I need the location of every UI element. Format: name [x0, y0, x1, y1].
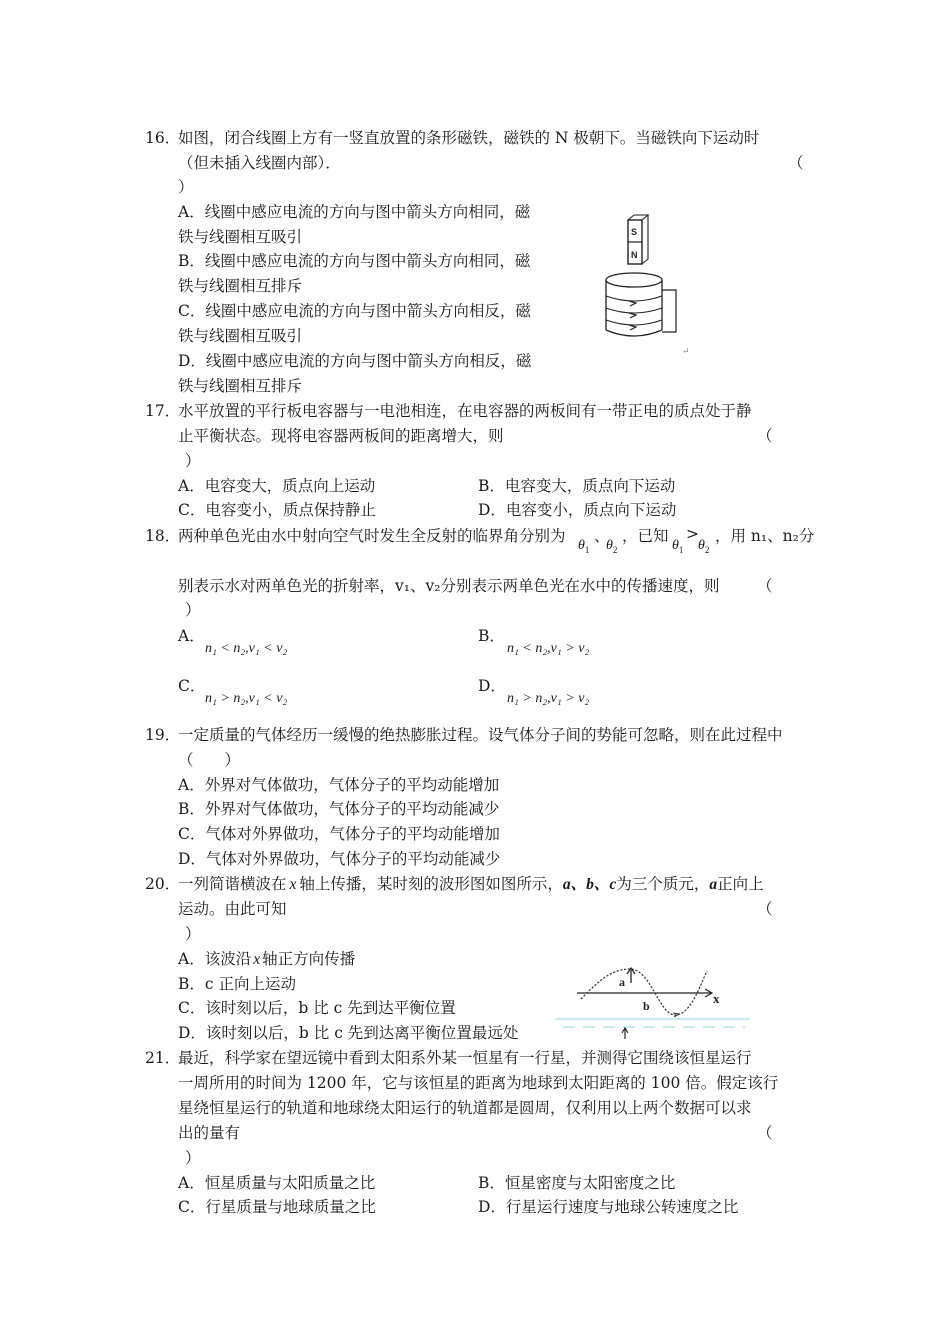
- q20-option-b: B．c 正向上运动: [178, 975, 296, 993]
- q18-option-c-letter: C．: [178, 677, 206, 695]
- q16-bracket-open: （: [788, 154, 804, 172]
- return-mark: ↵: [682, 347, 690, 357]
- q19-option-c: C．气体对外界做功，气体分子的平均动能增加: [178, 825, 500, 843]
- q19-stem-line1: 一定质量的气体经历一缓慢的绝热膨胀过程。设气体分子间的势能可忽略，则在此过程中: [178, 726, 783, 744]
- q18-greater-sign: >: [686, 525, 699, 543]
- q20-bracket-open: （: [757, 900, 773, 918]
- q20-option-a-post: 轴正方向传播: [262, 950, 356, 968]
- q18-option-d-formula: n₁ > n₂,v₁ > v₂: [507, 691, 590, 706]
- q18-option-b-formula: n₁ < n₂,v₁ > v₂: [507, 641, 590, 656]
- q20-abc-symbols: a、b、c: [562, 876, 617, 893]
- q16-number: 16．: [145, 129, 181, 147]
- q20-stem-line1: [178, 874, 764, 895]
- q21-stem-line4: 出的量有: [178, 1124, 241, 1142]
- wave-figure: [555, 955, 750, 1043]
- q16-option-a-line1: A．线圈中感应电流的方向与图中箭头方向相同，磁: [178, 203, 531, 221]
- q18-stem-part2: ，已知: [622, 527, 669, 545]
- q18-stem-part3: ，用 n₁、n₂分: [715, 527, 815, 545]
- q16-option-c-line2: 铁与线圈相互吸引: [178, 327, 303, 345]
- q16-bracket-close: ）: [178, 178, 194, 196]
- q21-number: 21．: [145, 1049, 181, 1067]
- q19-bracket: （ ）: [178, 751, 241, 769]
- q20-a-symbol: a: [709, 876, 718, 893]
- q18-theta2-b: $\theta_2$: [698, 538, 710, 555]
- q18-option-a-letter: A．: [178, 627, 205, 645]
- q20-stem-part4: 正向上: [717, 875, 764, 893]
- q16-option-b-line2: 铁与线圈相互排斥: [178, 277, 303, 295]
- q21-option-c: C．行星质量与地球质量之比: [178, 1198, 376, 1216]
- q20-option-a-pre: A．该波沿: [178, 950, 252, 968]
- q20-stem-part1: 一列简谐横波在: [178, 875, 287, 893]
- q21-stem-line2: 一周所用的时间为 1200 年，它与该恒星的距离为地球到太阳距离的 100 倍。假定该行: [178, 1074, 779, 1092]
- q17-option-b: B．电容变大，质点向下运动: [478, 477, 676, 495]
- q18-option-d-letter: D．: [478, 677, 506, 695]
- q18-bracket-open: （: [757, 577, 773, 595]
- q18-stem-line2: 别表示水对两单色光的折射率，v₁、v₂分别表示两单色光在水中的传播速度，则: [178, 577, 720, 595]
- q17-option-d: D．电容变小，质点向下运动: [478, 501, 677, 519]
- q16-stem-line1: 如图，闭合线圈上方有一竖直放置的条形磁铁，磁铁的 N 极朝下。当磁铁向下运动时: [178, 129, 760, 147]
- q18-option-c-formula: n₁ > n₂,v₁ < v₂: [205, 691, 288, 706]
- q18-option-b-letter: B．: [478, 627, 505, 645]
- q21-bracket-open: （: [757, 1124, 773, 1142]
- q20-stem-line2: 运动。由此可知: [178, 900, 287, 918]
- q21-option-a: A．恒星质量与太阳质量之比: [178, 1174, 376, 1192]
- q20-stem-part3: 为三个质元，: [616, 875, 710, 893]
- q17-stem-line1: 水平放置的平行板电容器与一电池相连，在电容器的两板间有一带正电的质点处于静: [178, 402, 752, 420]
- q17-option-c: C．电容变小，质点保持静止: [178, 501, 376, 519]
- q19-option-b: B．外界对气体做功，气体分子的平均动能减少: [178, 800, 500, 818]
- q18-theta1-b: $\theta_1$: [672, 538, 684, 555]
- q18-theta1: $\theta_1$: [578, 538, 590, 555]
- q16-stem-line2: （但未插入线圈内部）．: [178, 154, 341, 172]
- q16-option-d-line2: 铁与线圈相互排斥: [178, 377, 303, 395]
- q20-stem-part2: 轴上传播，某时刻的波形图如图所示，: [299, 875, 563, 893]
- q18-theta2: $\theta_2$: [606, 538, 618, 555]
- q21-option-b: B．恒星密度与太阳密度之比: [478, 1174, 676, 1192]
- q20-x-symbol: x: [289, 876, 297, 893]
- q20-option-d: D．该时刻以后，b 比 c 先到达离平衡位置最远处: [178, 1024, 519, 1042]
- q16-option-d-line1: D．线圈中感应电流的方向与图中箭头方向相反，磁: [178, 352, 532, 370]
- q16-option-b-line1: B．线圈中感应电流的方向与图中箭头方向相同，磁: [178, 252, 531, 270]
- q17-stem-line2: 止平衡状态。现将电容器两板间的距离增大，则: [178, 427, 504, 445]
- q17-bracket-close: ）: [185, 452, 201, 470]
- q21-stem-line1: 最近，科学家在望远镜中看到太阳系外某一恒星有一行星，并测得它围绕该恒星运行: [178, 1049, 752, 1067]
- q19-number: 19．: [145, 726, 181, 744]
- q18-bracket-close: ）: [185, 601, 201, 619]
- q17-bracket-open: （: [757, 427, 773, 445]
- q20-number: 20．: [145, 875, 181, 893]
- q20-option-a-x: x: [253, 951, 261, 968]
- q18-option-a-formula: n₁ < n₂,v₁ < v₂: [205, 641, 288, 656]
- q18-number: 18．: [145, 527, 181, 545]
- q21-option-d: D．行星运行速度与地球公转速度之比: [478, 1198, 739, 1216]
- q21-stem-line3: 星绕恒星运行的轨道和地球绕太阳运行的轨道都是圆周，仅利用以上两个数据可以求: [178, 1099, 752, 1117]
- wave-label-a: a: [619, 975, 625, 989]
- q16-option-c-line1: C．线圈中感应电流的方向与图中箭头方向相反，磁: [178, 302, 531, 320]
- magnet-s-label: S: [631, 227, 638, 237]
- q20-option-c: C．该时刻以后，b 比 c 先到达平衡位置: [178, 999, 456, 1017]
- wave-x-label: x: [713, 991, 720, 1006]
- q18-stem-part1: 两种单色光由水中射向空气时发生全反射的临界角分别为: [178, 527, 566, 545]
- q17-option-a: A．电容变大，质点向上运动: [178, 477, 376, 495]
- q20-option-a: [178, 949, 355, 970]
- q18-separator-comma: 、: [594, 527, 610, 545]
- magnet-coil-figure: [596, 214, 696, 360]
- q17-number: 17．: [145, 402, 181, 420]
- q20-bracket-close: ）: [185, 925, 201, 943]
- q16-option-a-line2: 铁与线圈相互吸引: [178, 228, 303, 246]
- wave-label-b: b: [643, 999, 650, 1013]
- q19-option-a: A．外界对气体做功，气体分子的平均动能增加: [178, 776, 500, 794]
- q19-option-d: D．气体对外界做功，气体分子的平均动能减少: [178, 850, 501, 868]
- q21-bracket-close: ）: [185, 1149, 201, 1167]
- magnet-n-label: N: [631, 250, 638, 260]
